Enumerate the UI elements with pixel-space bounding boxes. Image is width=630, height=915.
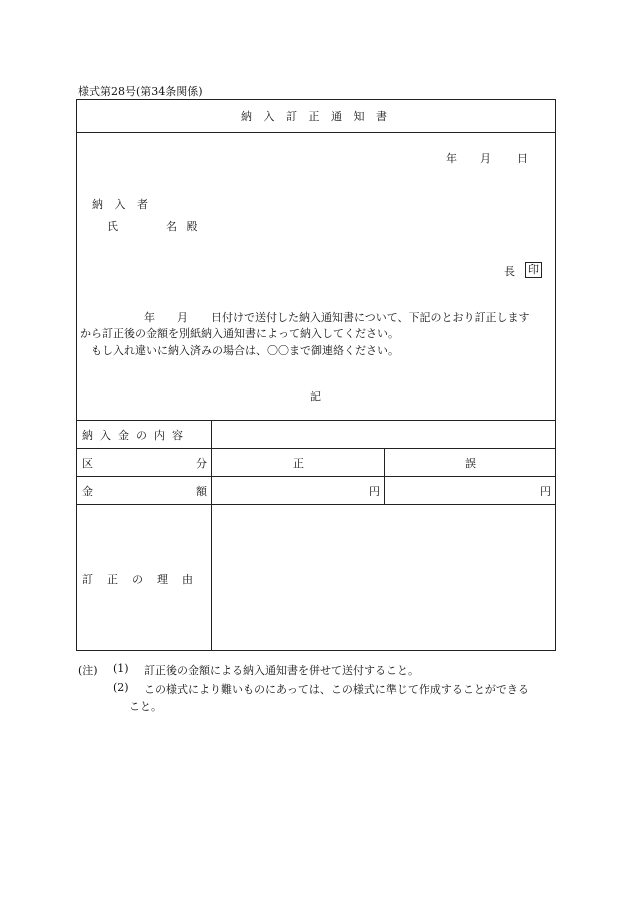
name-label: 氏 bbox=[107, 220, 118, 233]
correct-header: 正 bbox=[293, 457, 304, 470]
date-year: 年 bbox=[446, 152, 457, 165]
issuer-title: 長 bbox=[504, 265, 515, 278]
form-number: 様式第28号(第34条関係) bbox=[78, 85, 203, 98]
note-prefix: (注) bbox=[78, 664, 98, 677]
date-day: 日 bbox=[517, 152, 528, 165]
body-line-3: もし入れ違いに納入済みの場合は、〇〇まで御連絡ください。 bbox=[91, 344, 399, 357]
correct-amount-yen: 円 bbox=[369, 485, 380, 498]
note-1-text: 訂正後の金額による納入通知書を併せて送付すること。 bbox=[144, 664, 419, 677]
title-divider bbox=[76, 132, 556, 133]
date-month: 月 bbox=[480, 152, 491, 165]
note-2-text: この様式により難いものにあっては、この様式に準じて作成することができる bbox=[144, 683, 529, 696]
ki-heading: 記 bbox=[310, 390, 321, 403]
body-year: 年 bbox=[144, 311, 155, 324]
table-line-2 bbox=[76, 448, 556, 449]
reason-label: 訂正の理由 bbox=[82, 573, 207, 586]
seal-mark bbox=[525, 262, 542, 278]
wrong-amount-cell[interactable] bbox=[385, 477, 556, 504]
body-line-1: 日付けで送付した納入通知書について、下記のとおり訂正します bbox=[211, 311, 530, 324]
category-label-left: 区 bbox=[82, 457, 93, 470]
amount-label-left: 金 bbox=[82, 485, 93, 498]
payer-label: 納 入 者 bbox=[92, 198, 152, 211]
category-label-right: 分 bbox=[196, 457, 207, 470]
content-label: 納入金の内容 bbox=[82, 429, 190, 442]
note-2-number: (2) bbox=[113, 681, 129, 694]
note-1-number: (1) bbox=[113, 662, 129, 675]
correct-amount-cell[interactable] bbox=[212, 477, 384, 504]
note-2-continuation: こと。 bbox=[129, 700, 162, 713]
wrong-header: 誤 bbox=[465, 457, 476, 470]
name-honorific: 名 殿 bbox=[166, 220, 201, 233]
body-month: 月 bbox=[177, 311, 188, 324]
document-title: 納 入 訂 正 通 知 書 bbox=[241, 110, 391, 123]
body-line-2: から訂正後の金額を別紙納入通知書によって納入してください。 bbox=[80, 327, 399, 340]
reason-cell[interactable] bbox=[212, 505, 556, 650]
seal-label: 印 bbox=[525, 262, 542, 278]
wrong-amount-yen: 円 bbox=[540, 485, 551, 498]
content-value-cell[interactable] bbox=[212, 421, 556, 448]
amount-label-right: 額 bbox=[196, 485, 207, 498]
